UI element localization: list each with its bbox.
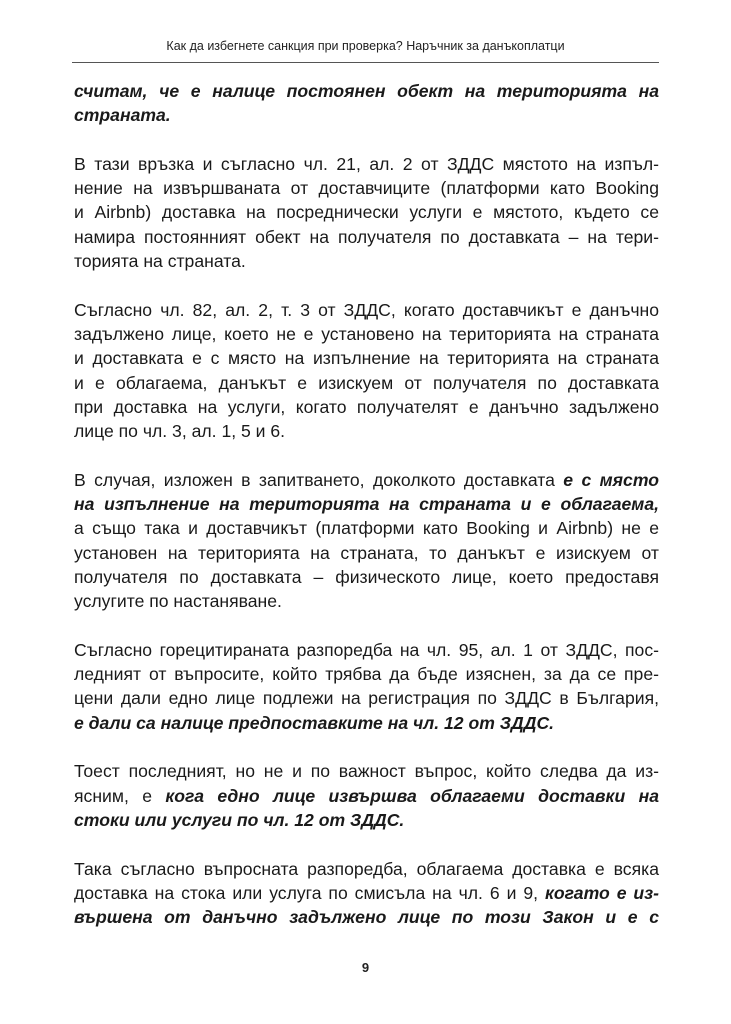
paragraph — [74, 152, 659, 273]
emphasized-text: е дали са налице предпоставките на чл. 12 от ЗДДС. — [74, 712, 555, 733]
text-run: установен на територията на страната, то данъкът е изискуем от — [74, 542, 659, 563]
emphasized-text: считам, че е налице постоянен обект на територията на — [74, 81, 659, 101]
text-line — [74, 565, 659, 589]
text-run: при доставка на услуги, когато получателят е данъчно задължено — [74, 396, 659, 417]
text-run: ясним, е — [74, 785, 166, 806]
text-line — [74, 662, 659, 686]
emphasized-text: вършена от данъчно задължено лице по този Закон и е с — [74, 907, 659, 928]
text-line — [74, 857, 659, 881]
text-line — [74, 395, 659, 419]
header-rule — [72, 62, 659, 63]
text-line — [74, 905, 659, 929]
emphasized-text: страната. — [74, 105, 171, 126]
text-run: и е облагаема, данъкът е изискуем от получателя по доставката — [74, 372, 659, 393]
paragraph — [74, 468, 659, 614]
emphasized-text: е с място — [563, 469, 659, 490]
page-number: 9 — [361, 960, 370, 975]
text-line — [74, 371, 659, 395]
text-line — [74, 589, 659, 613]
text-run: задължено лице, което не е установено на територията на страната — [74, 323, 659, 344]
text-line — [74, 711, 659, 735]
paragraph — [74, 298, 659, 444]
text-run: получателя по доставката – физическото лице, което предоставя — [74, 566, 659, 587]
text-run: В случая, изложен в запитването, доколкото доставката — [74, 469, 564, 490]
body-text — [74, 79, 659, 954]
text-line — [74, 759, 659, 783]
emphasized-text: когато е из- — [544, 882, 659, 903]
text-line — [74, 200, 659, 224]
text-run: услугите по настаняване. — [74, 591, 282, 612]
text-run: и Airbnb) доставка на посреднически услуги е мястото, където се — [74, 202, 659, 223]
page-header: Как да избегнете санкция при проверка? Наръчник за данъкоплатци — [166, 39, 565, 53]
text-run: Съгласно горецитираната разпоредба на чл. 95, ал. 1 от ЗДДС, пос- — [74, 639, 659, 660]
emphasized-text: стоки или услуги по чл. 12 от ЗДДС. — [74, 809, 405, 830]
text-line — [74, 249, 659, 273]
text-line — [74, 103, 659, 127]
paragraph — [74, 79, 659, 128]
paragraph — [74, 638, 659, 735]
text-run: Съгласно чл. 82, ал. 2, т. 3 от ЗДДС, когато доставчикът е данъчно — [74, 299, 659, 320]
text-line — [74, 686, 659, 710]
text-run: доставка на стока или услуга по смисъла на чл. 6 и 9, — [74, 882, 545, 903]
text-run: а също така и доставчикът (платформи като Booking и Airbnb) не е — [74, 518, 659, 539]
text-line — [74, 784, 659, 808]
text-line — [74, 419, 659, 443]
emphasized-text: кога едно лице извършва облагаеми доставки на — [165, 785, 659, 806]
text-run: нение на извършваната от доставчиците (платформи като Booking — [74, 178, 659, 199]
text-line — [74, 322, 659, 346]
text-line — [74, 516, 659, 540]
text-line — [74, 79, 659, 103]
text-run: торията на страната. — [74, 251, 246, 272]
text-line — [74, 638, 659, 662]
text-run: намира постоянният обект на получателя по доставката – на тери- — [74, 226, 659, 247]
text-run: Тоест последният, но не и по важност въпрос, който следва да из- — [74, 761, 659, 782]
text-run: Така съгласно въпросната разпоредба, облагаема доставка е всяка — [74, 858, 659, 879]
paragraph — [74, 857, 659, 930]
text-line — [74, 492, 659, 516]
text-run: лице по чл. 3, ал. 1, 5 и 6. — [74, 421, 286, 442]
text-run: ледният от въпросите, който трябва да бъде изяснен, за да се пре- — [74, 664, 659, 685]
text-line — [74, 298, 659, 322]
text-line — [74, 468, 659, 492]
text-run: цени дали едно лице подлежи на регистрация по ЗДДС в България, — [74, 688, 659, 709]
text-run: В тази връзка и съгласно чл. 21, ал. 2 от ЗДДС мястото на изпъл- — [74, 153, 659, 174]
text-line — [74, 541, 659, 565]
text-line — [74, 881, 659, 905]
text-line — [74, 225, 659, 249]
paragraph — [74, 759, 659, 832]
text-line — [74, 808, 659, 832]
emphasized-text: на изпълнение на територията на страната и е облагаема, — [74, 494, 659, 515]
text-run: и доставката е с място на изпълнение на територията на страната — [74, 348, 659, 369]
text-line — [74, 152, 659, 176]
text-line — [74, 176, 659, 200]
text-line — [74, 346, 659, 370]
